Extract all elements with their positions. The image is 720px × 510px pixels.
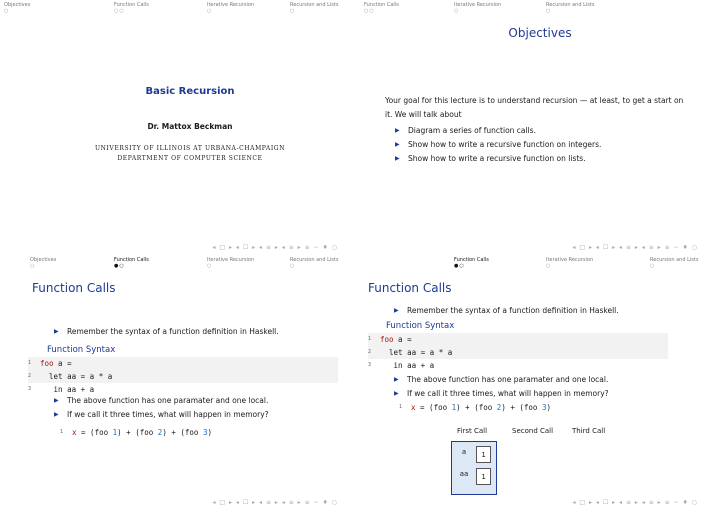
memory-value: 1 [476,446,491,463]
objectives-list [395,124,695,166]
nav-function-calls[interactable]: Function Calls [114,2,149,8]
nav-dots-objectives[interactable]: ○ [30,263,36,269]
slide-objectives [360,0,720,255]
list-item: ▶ Diagram a series of function calls. [395,124,695,138]
nav-dots-recursion-and-lists[interactable]: ○ [546,8,552,14]
code-line: 1 x = (foo 1) + (foo 2) + (foo 3) [60,428,212,437]
nav-recursion-and-lists[interactable]: Recursion and Lists [650,257,699,263]
section-nav [360,255,720,271]
beamer-navigation[interactable]: ◂ □ ▸ ◂ ☐ ▸ ◂ ≡ ▸ ◂ ≡ ▸ ≡ ∽ ♦ ○ [572,244,698,251]
bullet-list-bottom [54,394,354,422]
header-third-call: Third Call [572,427,606,435]
nav-dots-iterative-recursion[interactable]: ○ [207,8,213,14]
nav-dots-function-calls[interactable]: ●○ [454,263,465,269]
code-line: 1 foo a = [28,357,338,370]
bullet-triangle-icon: ▶ [394,376,399,383]
code-line: 2 let aa = a * a [28,370,338,383]
list-item: ▶ If we call it three times, what will happen in memory? [394,387,704,401]
slide-function-calls-1 [0,255,360,510]
list-item: ▶ The above function has one paramater and one local. [54,394,354,408]
slide-function-calls-2 [360,255,720,510]
bullet-list-top [54,325,354,339]
code-block [28,357,338,396]
code-line: 3 in aa + a [28,385,95,394]
list-item: ▶ Remember the syntax of a function definition in Haskell. [394,304,704,318]
institution: UNIVERSITY OF ILLINOIS AT URBANA-CHAMPAIGN [94,145,286,152]
nav-function-calls[interactable]: Function Calls [114,257,149,263]
memory-headers [360,427,720,437]
memory-frame-first-call [451,441,497,495]
list-item: ▶ Show how to write a recursive function on integers. [395,138,695,152]
header-second-call: Second Call [512,427,554,435]
nav-iterative-recursion[interactable]: Iterative Recursion [207,2,255,8]
nav-recursion-and-lists[interactable]: Recursion and Lists [546,2,595,8]
list-item: ▶ Remember the syntax of a function definition in Haskell. [54,325,354,339]
nav-dots-iterative-recursion[interactable]: ○ [207,263,213,269]
memory-value: 1 [476,468,491,485]
frame-title: Function Calls [368,281,452,295]
nav-iterative-recursion[interactable]: Iterative Recursion [546,257,594,263]
block-title: Function Syntax [386,321,455,331]
frame-title: Function Calls [32,281,116,295]
bullet-triangle-icon: ▶ [54,397,59,404]
bullet-triangle-icon: ▶ [394,390,399,397]
nav-dots-iterative-recursion[interactable]: ○ [546,263,552,269]
call-code [60,426,330,439]
beamer-navigation[interactable]: ◂ □ ▸ ◂ ☐ ▸ ◂ ≡ ▸ ◂ ≡ ▸ ≡ ∽ ♦ ○ [212,499,338,506]
section-nav [360,0,720,16]
nav-recursion-and-lists[interactable]: Recursion and Lists [290,2,339,8]
nav-dots-recursion-and-lists[interactable]: ○ [290,8,296,14]
code-line: 1 foo a = [368,333,668,346]
bullet-triangle-icon: ▶ [395,127,400,134]
bullet-list-bottom [394,373,704,401]
author-name: Dr. Mattox Beckman [147,122,233,131]
memory-row [452,444,498,462]
nav-dots-recursion-and-lists[interactable]: ○ [650,263,656,269]
nav-dots-function-calls[interactable]: ○○ [114,8,125,14]
nav-objectives[interactable]: Objectives [4,2,31,8]
bullet-triangle-icon: ▶ [54,328,59,335]
frame-title: Objectives [508,26,572,40]
nav-dots-iterative-recursion[interactable]: ○ [454,8,460,14]
section-nav [0,255,360,271]
beamer-navigation[interactable]: ◂ □ ▸ ◂ ☐ ▸ ◂ ≡ ▸ ◂ ≡ ▸ ≡ ∽ ♦ ○ [212,244,338,251]
list-item: ▶ If we call it three times, what will happen in memory? [54,408,354,422]
bullet-list-top [394,304,704,318]
nav-dots-recursion-and-lists[interactable]: ○ [290,263,296,269]
header-first-call: First Call [457,427,488,435]
nav-recursion-and-lists[interactable]: Recursion and Lists [290,257,339,263]
memory-row [452,466,498,484]
department: DEPARTMENT OF COMPUTER SCIENCE [117,155,263,162]
bullet-triangle-icon: ▶ [54,411,59,418]
beamer-navigation[interactable]: ◂ □ ▸ ◂ ☐ ▸ ◂ ≡ ▸ ◂ ≡ ▸ ≡ ∽ ♦ ○ [572,499,698,506]
nav-function-calls[interactable]: Function Calls [454,257,489,263]
nav-iterative-recursion[interactable]: Iterative Recursion [207,257,255,263]
slide-title [0,0,360,255]
list-item: ▶ Show how to write a recursive function on lists. [395,152,695,166]
block-title: Function Syntax [47,345,116,355]
nav-dots-function-calls[interactable]: ●○ [114,263,125,269]
nav-objectives[interactable]: Objectives [30,257,57,263]
section-nav [0,0,360,16]
nav-iterative-recursion[interactable]: Iterative Recursion [454,2,502,8]
bullet-triangle-icon: ▶ [395,155,400,162]
code-block [368,333,668,372]
nav-dots-function-calls[interactable]: ○○ [364,8,375,14]
code-line: 1 x = (foo 1) + (foo 2) + (foo 3) [399,403,551,412]
list-item: ▶ The above function has one paramater and one local. [394,373,704,387]
nav-dots-objectives[interactable]: ○ [4,8,10,14]
nav-function-calls[interactable]: Function Calls [364,2,399,8]
bullet-triangle-icon: ▶ [395,141,400,148]
memory-var: a [461,448,467,456]
code-line: 2 let aa = a * a [368,346,668,359]
presentation-title: Basic Recursion [145,86,235,97]
code-line: 3 in aa + a [368,361,435,370]
bullet-triangle-icon: ▶ [394,307,399,314]
call-code [399,401,669,414]
memory-var: aa [459,470,469,478]
intro-paragraph: Your goal for this lecture is to understand recursion — at least, to get a start on it. We will talk about [385,96,684,119]
